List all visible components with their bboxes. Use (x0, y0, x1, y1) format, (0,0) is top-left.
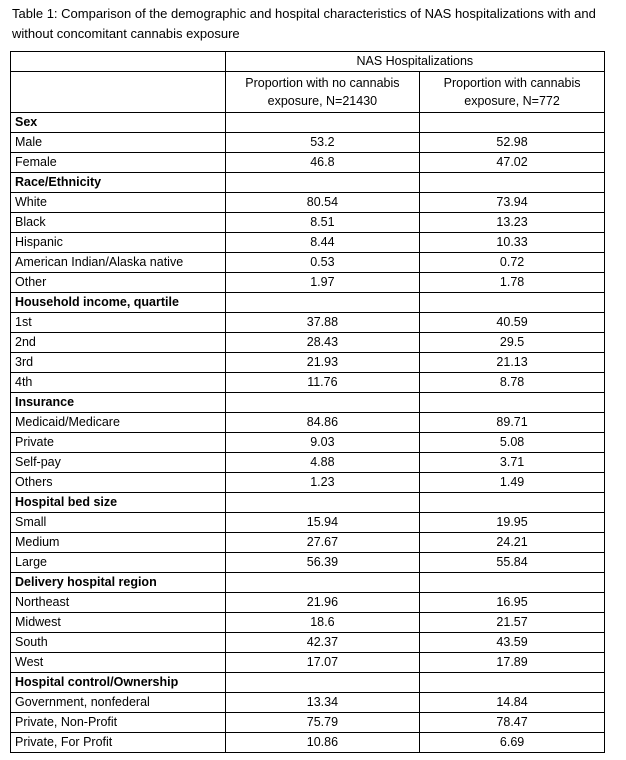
section-empty-cell (420, 673, 605, 693)
section-header-row (11, 673, 605, 693)
section-label: Sex (11, 113, 226, 133)
value-cannabis: 19.95 (420, 513, 605, 533)
row-label: Small (11, 513, 226, 533)
value-cannabis: 21.57 (420, 613, 605, 633)
section-empty-cell (420, 493, 605, 513)
section-header-row (11, 113, 605, 133)
table-body (11, 52, 605, 753)
value-cannabis: 43.59 (420, 633, 605, 653)
table-row (11, 193, 605, 213)
header-empty-cell (11, 52, 226, 72)
row-label: Private, Non-Profit (11, 713, 226, 733)
table-row (11, 733, 605, 753)
table-row (11, 593, 605, 613)
row-label: Midwest (11, 613, 226, 633)
row-label: Government, nonfederal (11, 693, 226, 713)
section-header-row (11, 393, 605, 413)
table-row (11, 313, 605, 333)
header-group-cell: NAS Hospitalizations (225, 52, 604, 72)
row-label: American Indian/Alaska native (11, 253, 226, 273)
value-cannabis: 8.78 (420, 373, 605, 393)
section-header-row (11, 573, 605, 593)
value-cannabis: 3.71 (420, 453, 605, 473)
characteristics-table (10, 51, 605, 753)
value-cannabis: 89.71 (420, 413, 605, 433)
value-no-cannabis: 21.96 (225, 593, 420, 613)
value-no-cannabis: 8.44 (225, 233, 420, 253)
section-empty-cell (420, 293, 605, 313)
section-empty-cell (225, 493, 420, 513)
table-row (11, 613, 605, 633)
value-cannabis: 0.72 (420, 253, 605, 273)
value-no-cannabis: 8.51 (225, 213, 420, 233)
row-label: Hispanic (11, 233, 226, 253)
value-cannabis: 47.02 (420, 153, 605, 173)
value-no-cannabis: 75.79 (225, 713, 420, 733)
section-header-row (11, 493, 605, 513)
row-label: Northeast (11, 593, 226, 613)
header-empty-cell (11, 72, 226, 113)
table-row (11, 233, 605, 253)
table-row (11, 133, 605, 153)
value-cannabis: 73.94 (420, 193, 605, 213)
section-empty-cell (225, 173, 420, 193)
value-no-cannabis: 4.88 (225, 453, 420, 473)
section-empty-cell (225, 113, 420, 133)
value-no-cannabis: 21.93 (225, 353, 420, 373)
table-row (11, 413, 605, 433)
header-columns-row (11, 72, 605, 113)
table-row (11, 273, 605, 293)
row-label: 1st (11, 313, 226, 333)
table-row (11, 333, 605, 353)
value-no-cannabis: 53.2 (225, 133, 420, 153)
table-row (11, 633, 605, 653)
table-row (11, 373, 605, 393)
value-cannabis: 16.95 (420, 593, 605, 613)
table-row (11, 653, 605, 673)
value-no-cannabis: 11.76 (225, 373, 420, 393)
value-no-cannabis: 37.88 (225, 313, 420, 333)
section-empty-cell (420, 173, 605, 193)
row-label: 2nd (11, 333, 226, 353)
value-no-cannabis: 42.37 (225, 633, 420, 653)
value-no-cannabis: 46.8 (225, 153, 420, 173)
value-cannabis: 1.78 (420, 273, 605, 293)
table-row (11, 713, 605, 733)
value-no-cannabis: 13.34 (225, 693, 420, 713)
section-label: Hospital control/Ownership (11, 673, 226, 693)
row-label: Private (11, 433, 226, 453)
value-cannabis: 29.5 (420, 333, 605, 353)
value-no-cannabis: 1.23 (225, 473, 420, 493)
header-cannabis: Proportion with cannabis exposure, N=772 (420, 72, 605, 113)
value-cannabis: 17.89 (420, 653, 605, 673)
value-cannabis: 55.84 (420, 553, 605, 573)
section-empty-cell (420, 573, 605, 593)
value-no-cannabis: 9.03 (225, 433, 420, 453)
section-empty-cell (225, 293, 420, 313)
value-no-cannabis: 56.39 (225, 553, 420, 573)
row-label: Private, For Profit (11, 733, 226, 753)
section-label: Delivery hospital region (11, 573, 226, 593)
value-no-cannabis: 1.97 (225, 273, 420, 293)
value-no-cannabis: 84.86 (225, 413, 420, 433)
value-no-cannabis: 28.43 (225, 333, 420, 353)
table-row (11, 533, 605, 553)
value-cannabis: 14.84 (420, 693, 605, 713)
value-no-cannabis: 18.6 (225, 613, 420, 633)
table-row (11, 213, 605, 233)
row-label: Self-pay (11, 453, 226, 473)
section-label: Race/Ethnicity (11, 173, 226, 193)
value-cannabis: 5.08 (420, 433, 605, 453)
row-label: Medium (11, 533, 226, 553)
table-row (11, 353, 605, 373)
header-no-cannabis: Proportion with no cannabis exposure, N=21430 (225, 72, 420, 113)
table-row (11, 253, 605, 273)
table-row (11, 433, 605, 453)
row-label: 4th (11, 373, 226, 393)
value-no-cannabis: 17.07 (225, 653, 420, 673)
value-cannabis: 10.33 (420, 233, 605, 253)
row-label: Medicaid/Medicare (11, 413, 226, 433)
value-cannabis: 24.21 (420, 533, 605, 553)
section-header-row (11, 173, 605, 193)
section-empty-cell (420, 393, 605, 413)
value-cannabis: 1.49 (420, 473, 605, 493)
row-label: White (11, 193, 226, 213)
section-empty-cell (225, 573, 420, 593)
section-empty-cell (225, 393, 420, 413)
section-label: Household income, quartile (11, 293, 226, 313)
row-label: Female (11, 153, 226, 173)
table-row (11, 153, 605, 173)
value-cannabis: 13.23 (420, 213, 605, 233)
row-label: Others (11, 473, 226, 493)
row-label: Black (11, 213, 226, 233)
row-label: West (11, 653, 226, 673)
section-header-row (11, 293, 605, 313)
section-empty-cell (225, 673, 420, 693)
value-no-cannabis: 10.86 (225, 733, 420, 753)
value-no-cannabis: 0.53 (225, 253, 420, 273)
row-label: Male (11, 133, 226, 153)
section-label: Hospital bed size (11, 493, 226, 513)
table-row (11, 473, 605, 493)
section-empty-cell (420, 113, 605, 133)
row-label: South (11, 633, 226, 653)
value-no-cannabis: 27.67 (225, 533, 420, 553)
row-label: Other (11, 273, 226, 293)
table-caption: Table 1: Comparison of the demographic and hospital characteristics of NAS hospitalizations with and without concomitant cannabis exposure (12, 6, 596, 41)
section-label: Insurance (11, 393, 226, 413)
value-cannabis: 78.47 (420, 713, 605, 733)
value-no-cannabis: 80.54 (225, 193, 420, 213)
table-row (11, 693, 605, 713)
table-row (11, 453, 605, 473)
row-label: Large (11, 553, 226, 573)
header-group-row (11, 52, 605, 72)
value-cannabis: 52.98 (420, 133, 605, 153)
value-cannabis: 40.59 (420, 313, 605, 333)
value-cannabis: 6.69 (420, 733, 605, 753)
table-row (11, 513, 605, 533)
value-cannabis: 21.13 (420, 353, 605, 373)
row-label: 3rd (11, 353, 226, 373)
table-row (11, 553, 605, 573)
value-no-cannabis: 15.94 (225, 513, 420, 533)
